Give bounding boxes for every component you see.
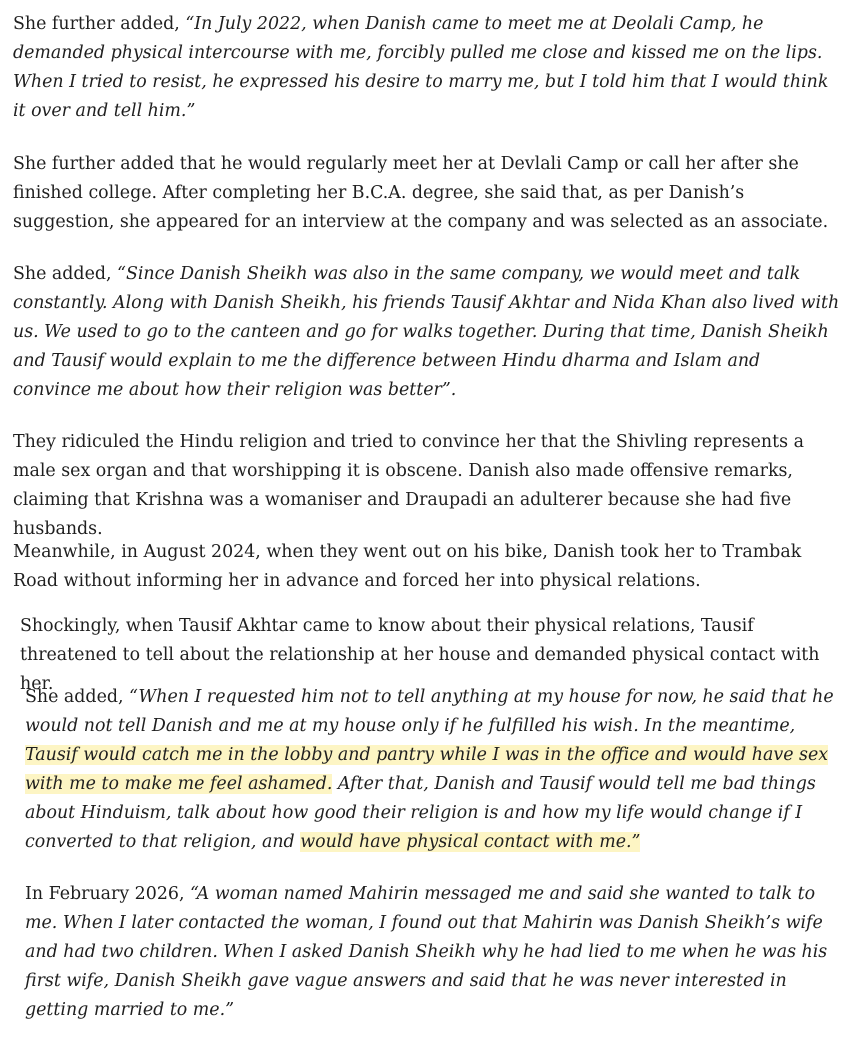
paragraph-tausif-threatened: Shockingly, when Tausif Akhtar came to know about their physical relations, Tausif threatened to tell about the relationship at her house and demanded physical contact with her.: [20, 616, 820, 694]
paragraph-intro: She further added,: [13, 14, 186, 34]
paragraph-quote: “When I requested him not to tell anything at my house for now, he said that he would not tell Danish and me at my house only if he fulfilled his wish. In the meantime,: [25, 687, 834, 736]
paragraph-ridiculed-religion: They ridiculed the Hindu religion and tried to convince her that the Shivling represents a male sex organ and that worshipping it is obscene. Danish also made offensive remarks, claiming that Krishna was a womaniser and Draupadi an adulterer because she had five husbands.: [13, 432, 804, 539]
paragraph-mahirin-message: [25, 880, 845, 1025]
paragraph-quote: “Since Danish Sheikh was also in the same company, we would meet and talk constantly. Along with Danish Sheikh, his friends Tausif Akhtar and Nida Khan also lived with us. We used to go to the canteen and go for walks together. During that time, Danish Sheikh and Tausif would explain to me the difference between Hindu dharma and Islam and convince me about how their religion was better”.: [13, 264, 840, 400]
paragraph-devlali-camp: She further added that he would regularly meet her at Devlali Camp or call her after she finished college. After completing her B.C.A. degree, she said that, as per Danish’s suggestion, she appeared for an interview at the company and was selected as an associate.: [13, 154, 829, 232]
paragraph-intro: She added,: [13, 264, 118, 284]
highlighted-text: Tausif would catch me in the lobby and pantry while I was in the office and would have sex with me to make me feel ashamed.: [25, 745, 829, 794]
paragraph-office-harassment: [25, 683, 850, 857]
paragraph-trambak-road: Meanwhile, in August 2024, when they went out on his bike, Danish took her to Trambak Road without informing her in advance and forced her into physical relations.: [13, 542, 802, 591]
paragraph-same-company: [13, 260, 843, 405]
paragraph-intro: She added,: [25, 687, 130, 707]
highlighted-text: would have physical contact with me.”: [300, 832, 641, 852]
paragraph-deolali-camp: [13, 10, 843, 126]
paragraph-quote: After that, Danish and Tausif would tell me bad things about Hinduism, talk about how good their religion is and how my life would change if I converted to that religion, and: [25, 774, 816, 852]
paragraph-quote: “In July 2022, when Danish came to meet me at Deolali Camp, he demanded physical intercourse with me, forcibly pulled me close and kissed me on the lips. When I tried to resist, he expressed his desire to marry me, but I told him that I would think it over and tell him.”: [13, 14, 829, 121]
paragraph-quote: “A woman named Mahirin messaged me and said she wanted to talk to me. When I later contacted the woman, I found out that Mahirin was Danish Sheikh’s wife and had two children. When I asked Danish Sheikh why he had lied to me when he was his first wife, Danish Sheikh gave vague answers and said that he was never interested in getting married to me.”: [25, 884, 828, 1020]
paragraph-intro: In February 2026,: [25, 884, 190, 904]
